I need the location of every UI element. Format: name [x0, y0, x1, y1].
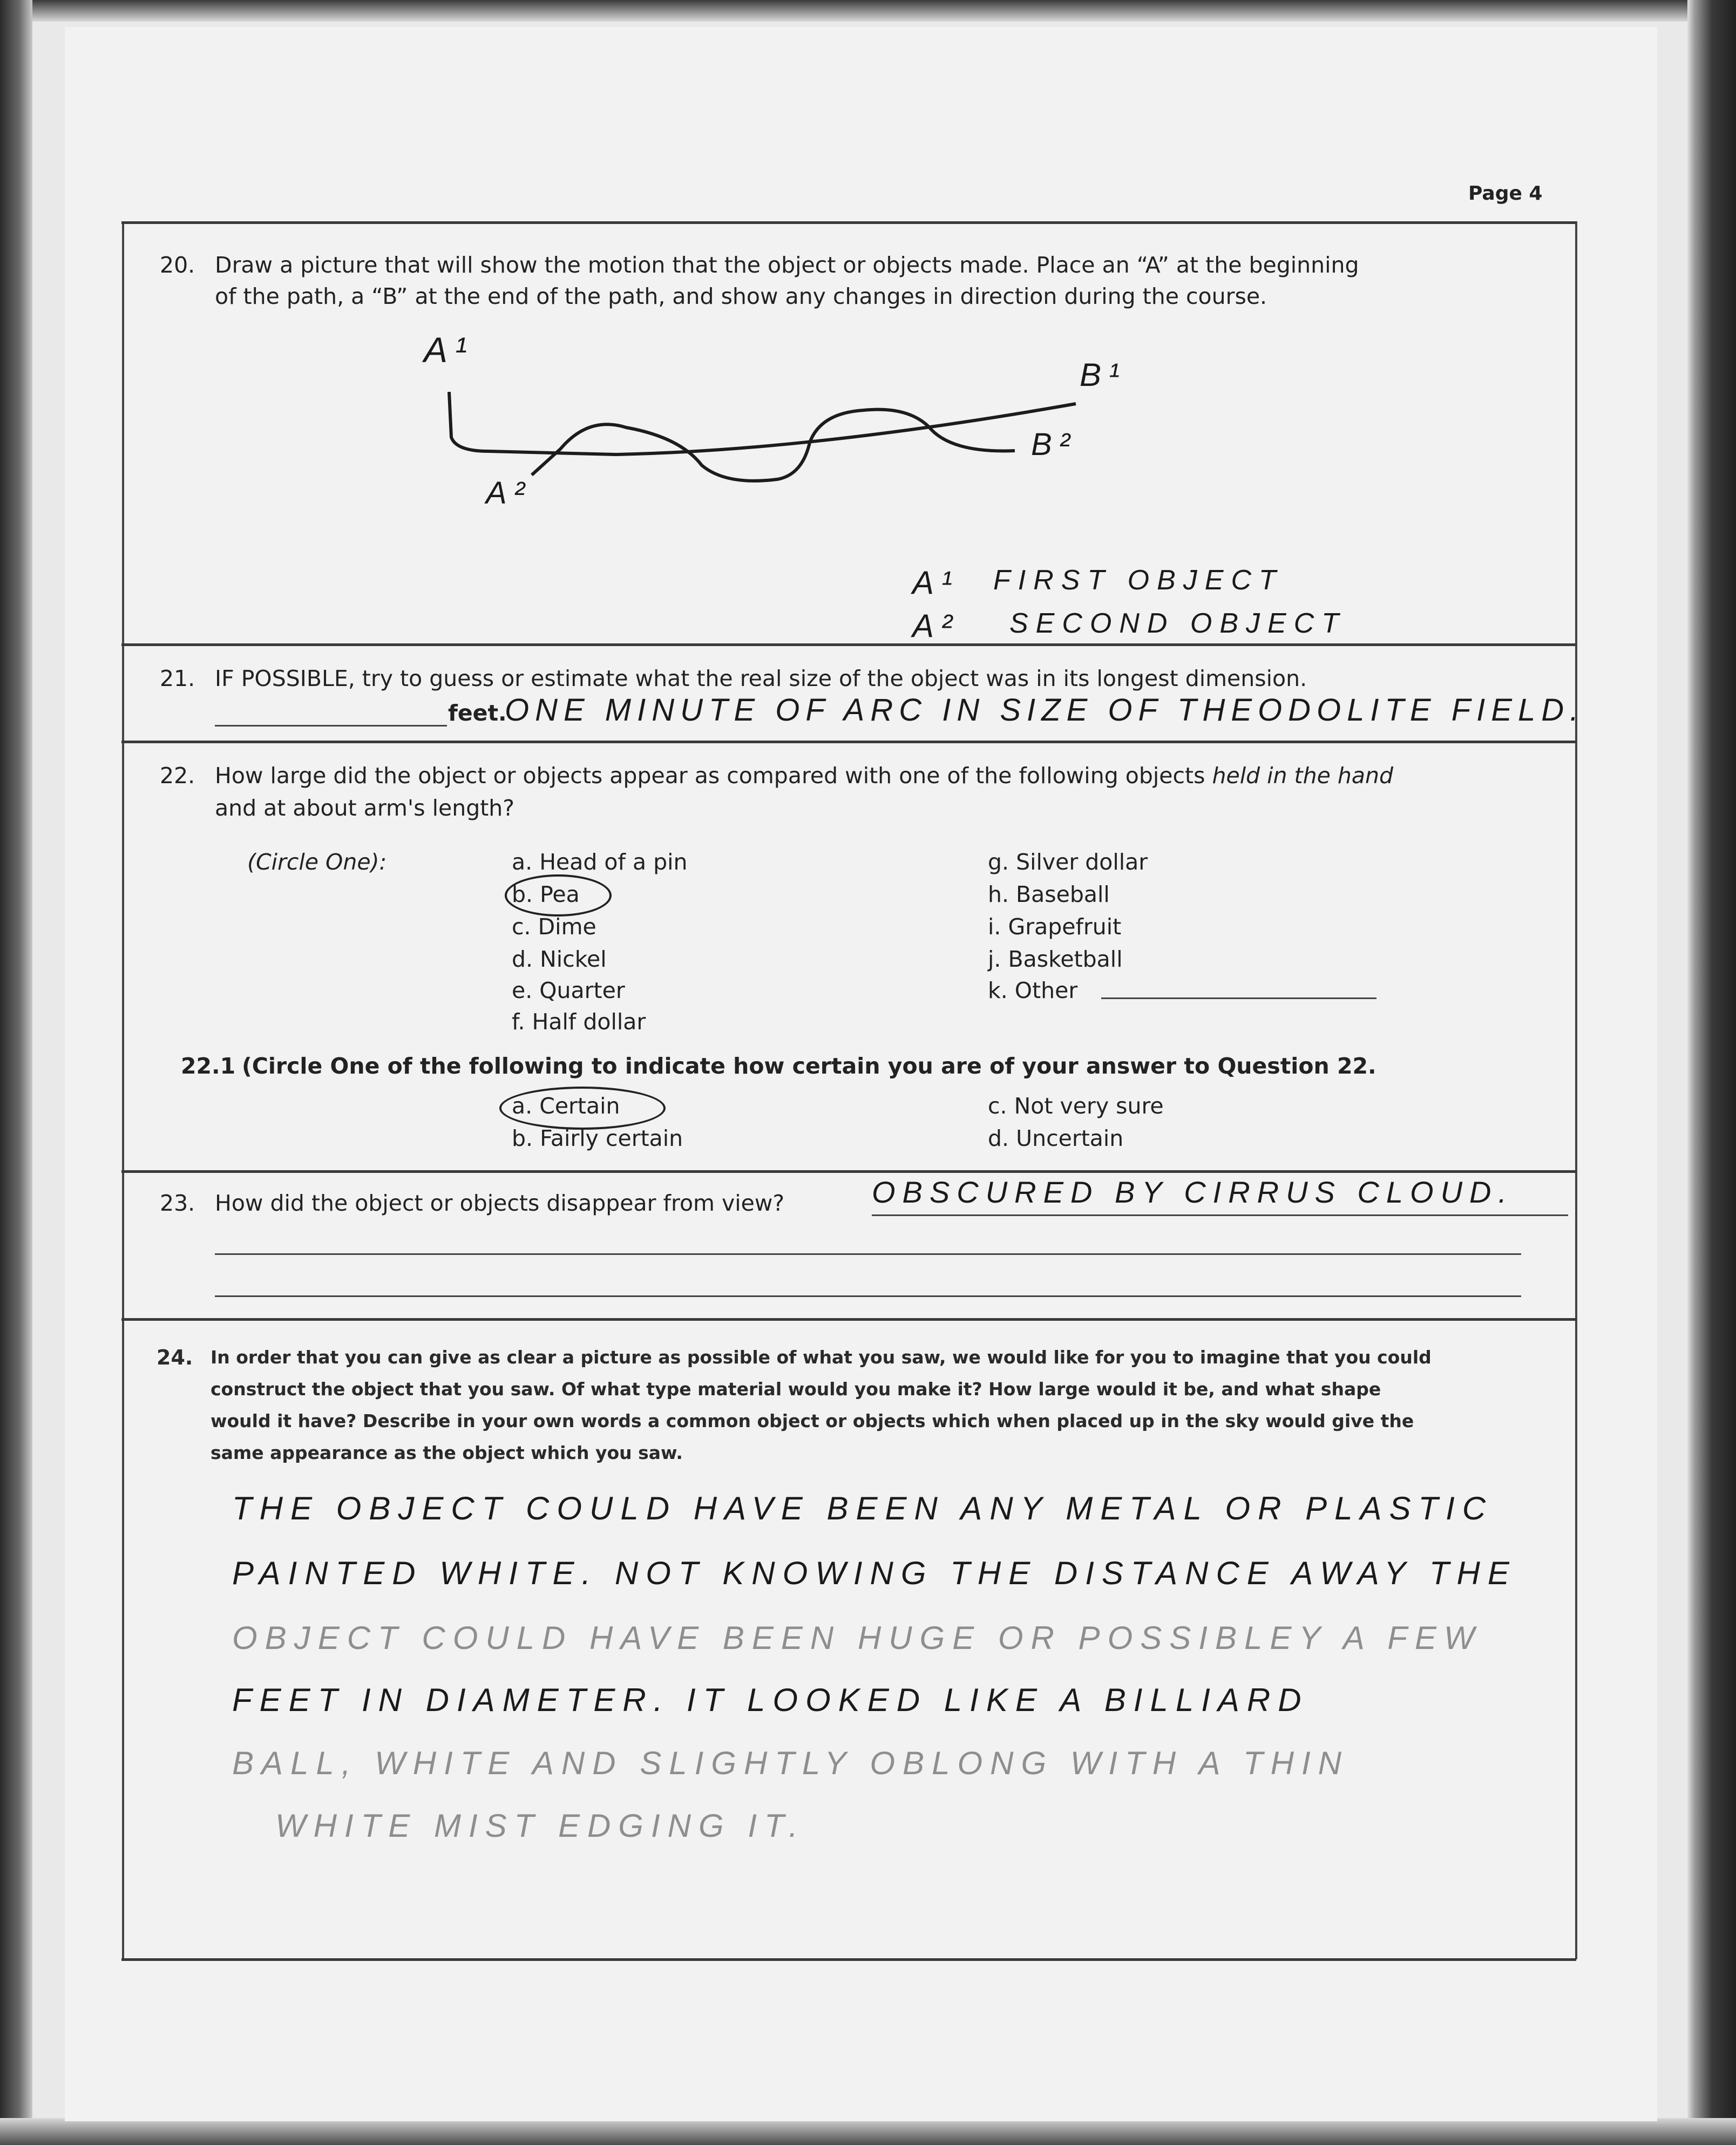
q24-text-line2: construct the object that you saw. Of what type material would you make it? How large would it be, and what shape: [211, 1379, 1381, 1400]
q21-text: IF POSSIBLE, try to guess or estimate what the real size of the object was in its longest dimension.: [215, 666, 1307, 691]
q20-text-line2: of the path, a “B” at the end of the path, and show any changes in direction during the course.: [215, 283, 1267, 309]
q24-number: 24.: [157, 1346, 193, 1369]
q22-option-f[interactable]: f. Half dollar: [512, 1009, 646, 1035]
q21-unit: feet.: [448, 700, 507, 726]
q23-answer-line-3[interactable]: [215, 1295, 1521, 1297]
q21-answer-blank: [215, 725, 447, 727]
q22-1-option-c[interactable]: c. Not very sure: [988, 1093, 1164, 1119]
q20-label-b2: B²: [1031, 427, 1077, 462]
q22-option-j[interactable]: j. Basketball: [988, 946, 1123, 972]
q20-label-b1: B¹: [1080, 357, 1127, 393]
scan-edge-bottom: [0, 2118, 1736, 2145]
q23-answer-line-1: [872, 1214, 1568, 1216]
q22-selection-circle: [505, 874, 612, 917]
q22-1-number: 22.1: [181, 1053, 236, 1079]
q22-1-option-a[interactable]: a. Certain: [512, 1093, 620, 1119]
q22-option-h[interactable]: h. Baseball: [988, 881, 1110, 907]
divider-q21-q22: [121, 741, 1576, 743]
q20-text-line1: Draw a picture that will show the motion that the object or objects made. Place an “A” at the beginning: [215, 252, 1359, 278]
q24-text-line4: same appearance as the object which you saw.: [211, 1442, 683, 1463]
first-object-path: [449, 392, 1076, 454]
q22-option-e[interactable]: e. Quarter: [512, 978, 625, 1003]
q23-answer-line-2[interactable]: [215, 1253, 1521, 1255]
q24-answer-line-2: PAINTED WHITE. NOT KNOWING THE DISTANCE AWAY THE: [232, 1555, 1517, 1591]
q20-label-a2: A²: [486, 476, 532, 511]
q23-answer[interactable]: OBSCURED BY CIRRUS CLOUD.: [872, 1175, 1514, 1209]
q20-legend-text-1: FIRST OBJECT: [993, 565, 1284, 596]
q20-legend-mark-1: A¹: [912, 565, 960, 601]
q22-number: 22.: [160, 763, 195, 789]
q23-text: How did the object or objects disappear from view?: [215, 1190, 785, 1216]
q20-label-a1: A¹: [424, 330, 474, 370]
q24-answer-line-4: FEET IN DIAMETER. IT LOOKED LIKE A BILLIARD: [232, 1682, 1309, 1718]
q22-text-main: How large did the object or objects appear as compared with one of the following objects: [215, 763, 1212, 789]
q24-answer-line-5: BALL, WHITE AND SLIGHTLY OBLONG WITH A THIN: [232, 1745, 1349, 1781]
q22-circle-one-label: (Circle One):: [247, 849, 387, 875]
q22-other-blank[interactable]: [1101, 997, 1376, 999]
q22-1-option-d[interactable]: d. Uncertain: [988, 1125, 1124, 1151]
q22-option-i[interactable]: i. Grapefruit: [988, 914, 1122, 940]
q22-option-g[interactable]: g. Silver dollar: [988, 849, 1148, 875]
q20-legend-mark-2: A²: [912, 608, 960, 644]
q20-legend-text-2: SECOND OBJECT: [1009, 608, 1347, 639]
q22-option-b[interactable]: b. Pea: [512, 881, 580, 907]
q24-answer-line-1: THE OBJECT COULD HAVE BEEN ANY METAL OR PLASTIC: [232, 1490, 1494, 1526]
q21-answer: ONE MINUTE OF ARC IN SIZE OF THEODOLITE FIELD.: [505, 693, 1585, 728]
q20-number: 20.: [160, 252, 195, 278]
page-number: Page 4: [1468, 182, 1543, 205]
q20-motion-drawing: [0, 0, 1736, 648]
q22-text-line2: and at about arm's length?: [215, 795, 515, 821]
q22-option-c[interactable]: c. Dime: [512, 914, 596, 940]
q22-option-a[interactable]: a. Head of a pin: [512, 849, 688, 875]
q24-text-line3: would it have? Describe in your own words a common object or objects which when placed up in the sky would give the: [211, 1410, 1414, 1431]
q22-option-d[interactable]: d. Nickel: [512, 946, 607, 972]
q22-text-emphasis: held in the hand: [1212, 763, 1393, 789]
form-border-bottom: [121, 1958, 1576, 1961]
q24-answer-line-6: WHITE MIST EDGING IT.: [275, 1808, 805, 1844]
q22-option-k[interactable]: k. Other: [988, 978, 1078, 1003]
divider-q22-q23: [121, 1170, 1576, 1173]
q23-number: 23.: [160, 1190, 195, 1216]
q22-text-line1: [215, 760, 1393, 791]
q21-number: 21.: [160, 666, 195, 691]
q24-text-line1: In order that you can give as clear a picture as possible of what you saw, we would like for you to imagine that you could: [211, 1347, 1432, 1368]
divider-q23-q24: [121, 1318, 1576, 1321]
q24-answer-line-3: OBJECT COULD HAVE BEEN HUGE OR POSSIBLEY A FEW: [232, 1620, 1482, 1656]
q22-1-text: (Circle One of the following to indicate how certain you are of your answer to Question 22.: [242, 1053, 1376, 1079]
q22-1-option-b[interactable]: b. Fairly certain: [512, 1125, 683, 1151]
